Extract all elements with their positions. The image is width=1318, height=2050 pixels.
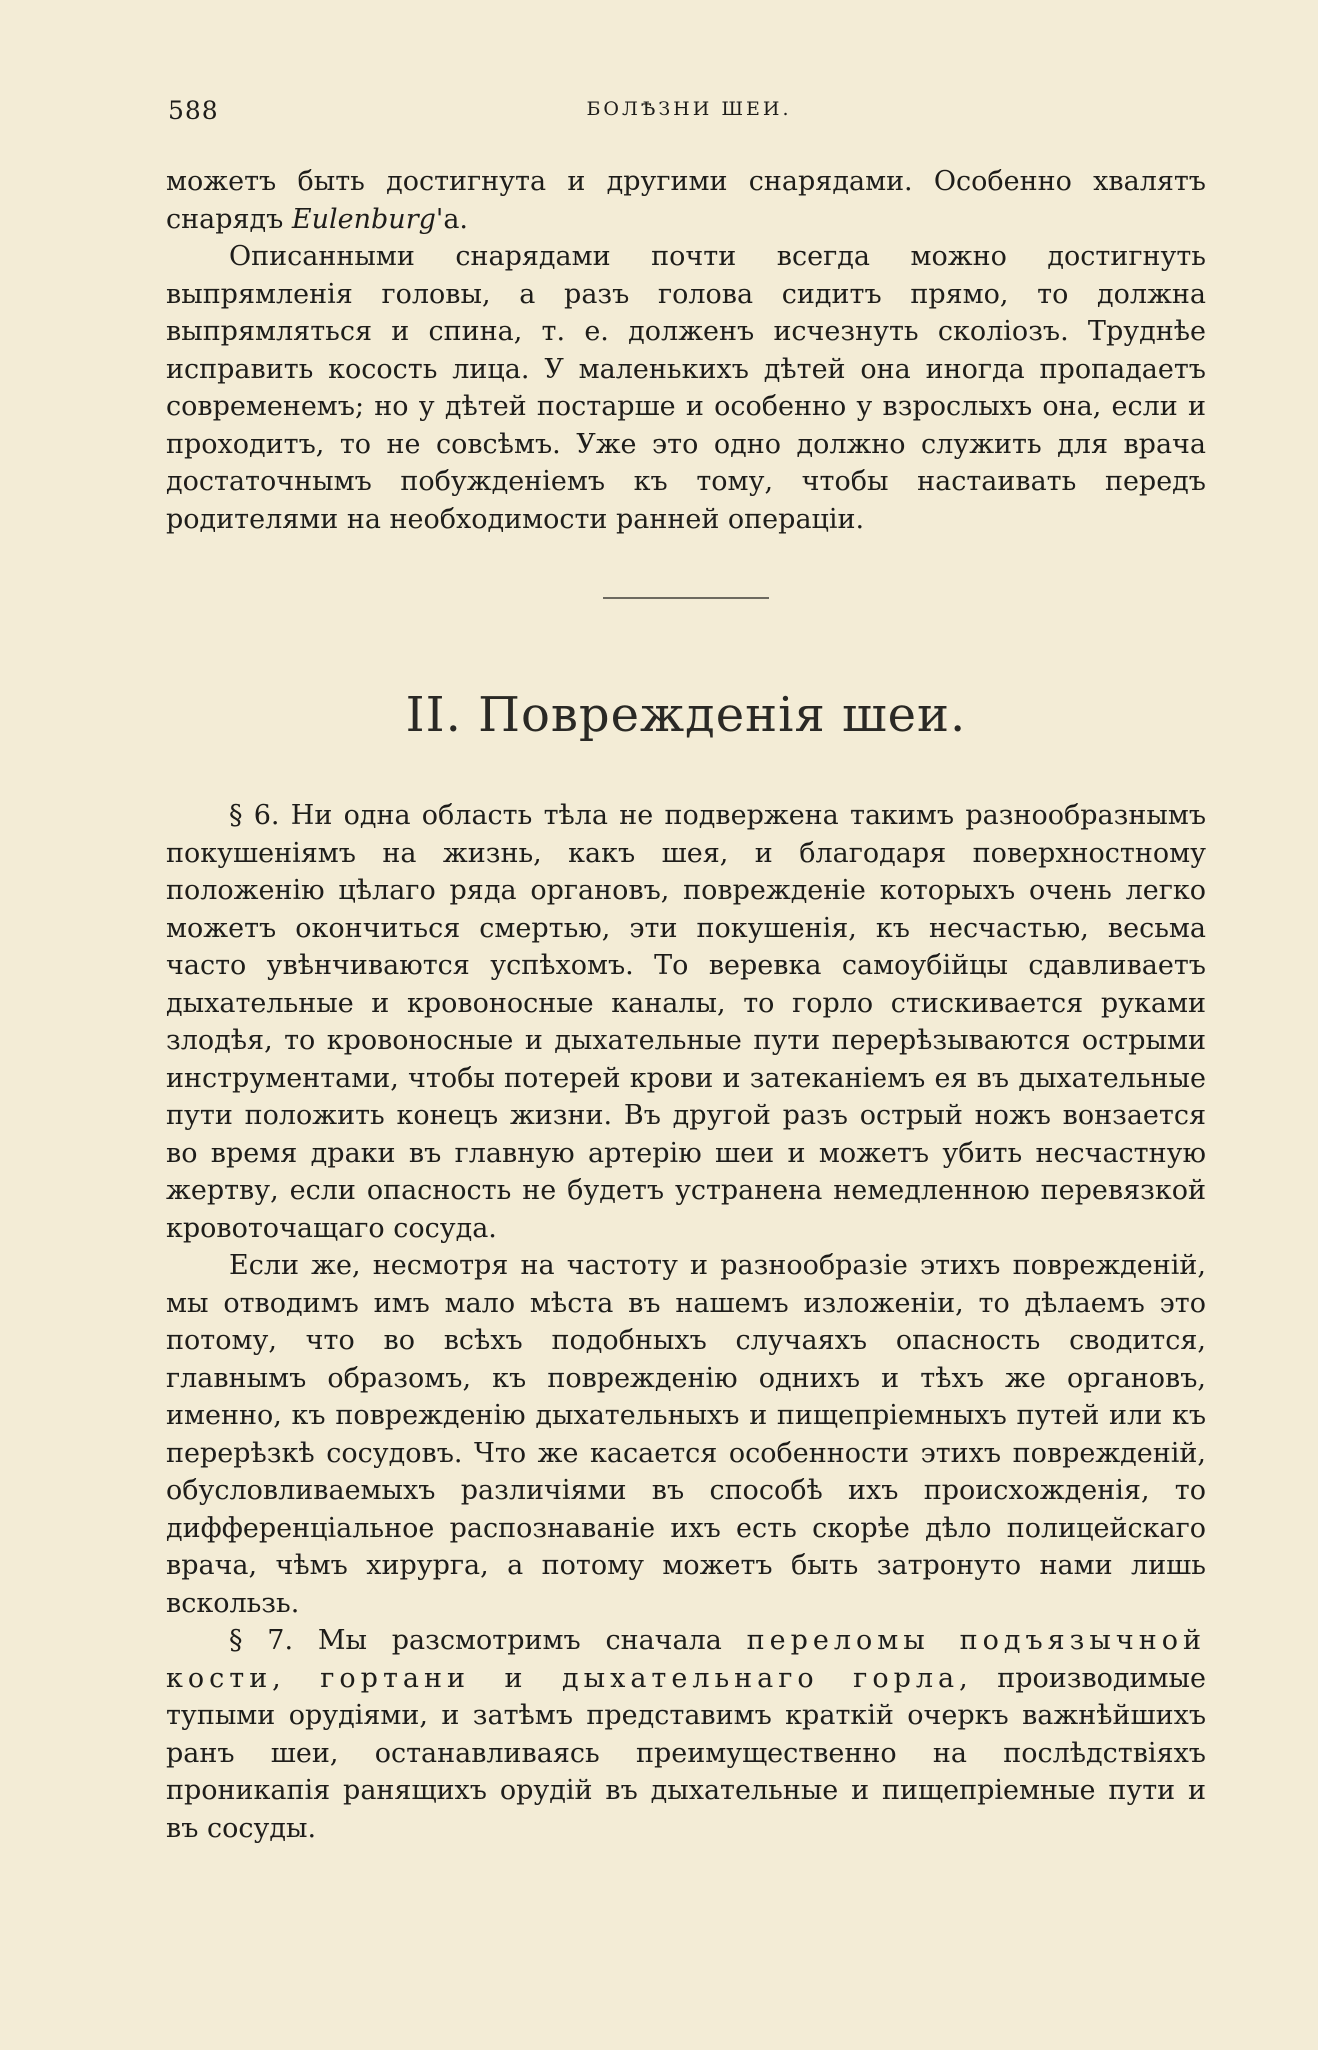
page-number: 588	[168, 96, 219, 125]
paragraph-section-7	[166, 1622, 1206, 1847]
chapter-title: II. Поврежденія шеи.	[405, 687, 967, 743]
running-head: БОЛѢЗНИ ШЕИ.	[586, 98, 792, 120]
paragraph-operation: Описанными снарядами почти всегда можно достигнуть выпрямленія головы, а разъ голова сидитъ прямо, то должна выпрямляться и спина, т. е. долженъ исчезнуть сколіозъ. Труднѣе исправить косость лица. У маленькихъ дѣтей она иногда пропадаетъ современемъ; но у дѣтей постарше и особенно у взрослыхъ она, если и проходитъ, то не совсѣмъ. Уже это одно должно служить для врача достаточнымъ побужденіемъ къ тому, чтобы настаивать передъ родителями на необходимости ранней операціи.	[166, 241, 1206, 535]
paragraph-text: § 7. Мы разсмотримъ сначала	[229, 1625, 747, 1656]
author-name: Eulenburg	[291, 203, 436, 235]
paragraph-text: можетъ быть достигнута и другими снарядами. Особенно хвалятъ снарядъ	[166, 166, 1206, 235]
page-header	[168, 96, 1210, 136]
paragraph-injuries-scope: Если же, несмотря на частоту и разнообразіе этихъ поврежденій, мы отводимъ имъ мало мѣста въ нашемъ изложеніи, то дѣлаемъ это потому, что во всѣхъ подобныхъ случаяхъ опасность сводится, главнымъ образомъ, къ поврежденію однихъ и тѣхъ же органовъ, именно, къ поврежденію дыхательныхъ и пищепріемныхъ путей или къ перерѣзкѣ сосудовъ. Что же касается особенности этихъ поврежденій, обусловливаемыхъ различіями въ способѣ ихъ происхожденія, то дифференціальное распознаваніе ихъ есть скорѣе дѣло полицейскаго врача, чѣмъ хирурга, а потому можетъ быть затронуто нами лишь вскользь.	[166, 1250, 1206, 1619]
paragraph-continuation	[166, 163, 1206, 238]
emphasized-text: переломы подъязычной кости, гортани и дыхательнаго горла	[166, 1625, 1206, 1694]
paragraph-text-end: 'а.	[435, 203, 468, 235]
section-divider	[603, 597, 769, 599]
paragraph-text-end: , производимые тупыми орудіями, и затѣмъ представимъ краткій очеркъ важнѣйшихъ ранъ шеи, останавливаясь преимущественно на послѣдствіяхъ проникапія ранящихъ орудій въ дыхательные и пищепріемные пути и въ сосуды.	[166, 1662, 1207, 1844]
page-body	[166, 163, 1206, 1847]
paragraph-section-6: § 6. Ни одна область тѣла не подвержена такимъ разнообразнымъ покушеніямъ на жизнь, какъ шея, и благодаря поверхностному положенію цѣлаго ряда органовъ, поврежденіе которыхъ очень легко можетъ окончиться смертью, эти покушенія, къ несчастью, весьма часто увѣнчиваются успѣхомъ. То веревка самоубійцы сдавливаетъ дыхательные и кровоносные каналы, то горло стискивается руками злодѣя, то кровоносные и дыхательные пути перерѣзываются острыми инструментами, чтобы потерей крови и затеканіемъ ея въ дыхательные пути положить конецъ жизни. Въ другой разъ острый ножъ вонзается во время драки въ главную артерію шеи и можетъ убить несчастную жертву, если опасность не будетъ устранена немедленною перевязкой кровоточащаго сосуда.	[166, 800, 1206, 1244]
